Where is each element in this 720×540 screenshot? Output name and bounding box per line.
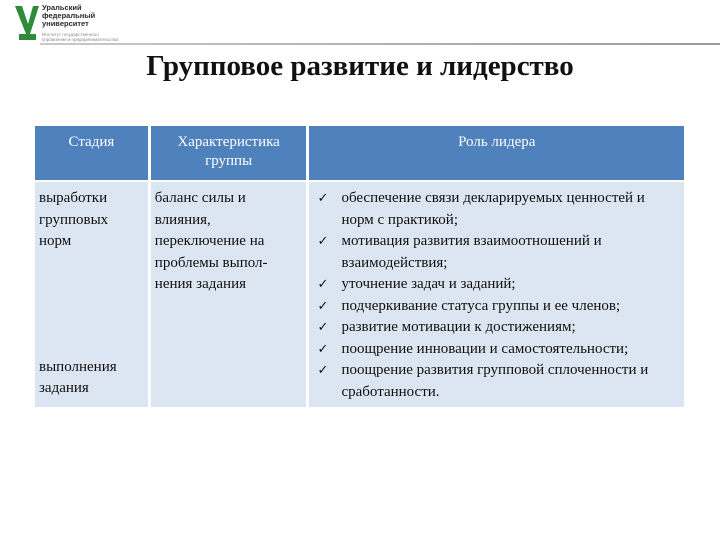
checkmark-icon: ✓ xyxy=(317,191,329,206)
university-logo xyxy=(14,4,174,44)
role-text: поощрение развития групповой сплоченности и сработанности. xyxy=(341,362,649,400)
logo-line: университет xyxy=(42,19,89,28)
list-item xyxy=(313,274,680,296)
logo-line: федеральный xyxy=(42,11,96,20)
table-row xyxy=(35,182,684,407)
list-item xyxy=(313,360,680,403)
logo-text xyxy=(42,4,95,28)
checkmark-icon: ✓ xyxy=(317,234,329,249)
header-rule xyxy=(40,43,720,45)
list-item xyxy=(313,231,680,274)
header xyxy=(0,0,720,50)
header-leader-role: Роль лидера xyxy=(309,126,684,182)
role-text: развитие мотивации к достижениям; xyxy=(341,319,576,335)
logo-line: Уральский xyxy=(42,3,82,12)
list-item xyxy=(313,296,680,318)
header-stage: Стадия xyxy=(35,126,148,182)
leadership-table xyxy=(32,126,687,407)
logo-sub-line: управления и предпринимательства xyxy=(42,37,118,42)
checkmark-icon: ✓ xyxy=(317,320,329,335)
spacer xyxy=(39,253,144,357)
list-item xyxy=(313,317,680,339)
header-characteristic: Характеристика группы xyxy=(151,126,307,182)
role-text: подчеркивание статуса группы и ее членов; xyxy=(341,297,621,314)
roles-cell xyxy=(309,182,684,407)
stage-norms: выработки групповых норм xyxy=(39,190,109,249)
table-header-row xyxy=(35,126,684,182)
checkmark-icon: ✓ xyxy=(317,298,329,314)
role-text: мотивация развития взаимоотношений и взаимодействия; xyxy=(341,233,602,271)
stage-cell xyxy=(35,182,148,407)
list-item xyxy=(313,339,680,361)
characteristic-cell xyxy=(151,182,307,407)
logo-sub-line: Институт государственного xyxy=(42,32,99,37)
stage-task: выполнения задания xyxy=(39,358,117,396)
logo-subtitle xyxy=(42,32,118,42)
checkmark-icon: ✓ xyxy=(317,363,329,378)
list-item xyxy=(313,188,680,231)
checkmark-icon: ✓ xyxy=(317,341,329,357)
role-text: обеспечение связи декларируемых ценностей и норм с практикой; xyxy=(341,190,645,228)
role-text: поощрение инновации и самостоятельности; xyxy=(341,340,629,357)
urfu-logo-icon xyxy=(14,4,40,42)
slide-title: Групповое развитие и лидерство xyxy=(146,50,574,82)
role-text: уточнение задач и заданий; xyxy=(341,276,516,292)
characteristic-text: баланс силы и влияния, переключение на проблемы выпол-нения задания xyxy=(154,190,268,292)
checkmark-icon: ✓ xyxy=(317,277,329,292)
roles-list xyxy=(313,188,680,403)
